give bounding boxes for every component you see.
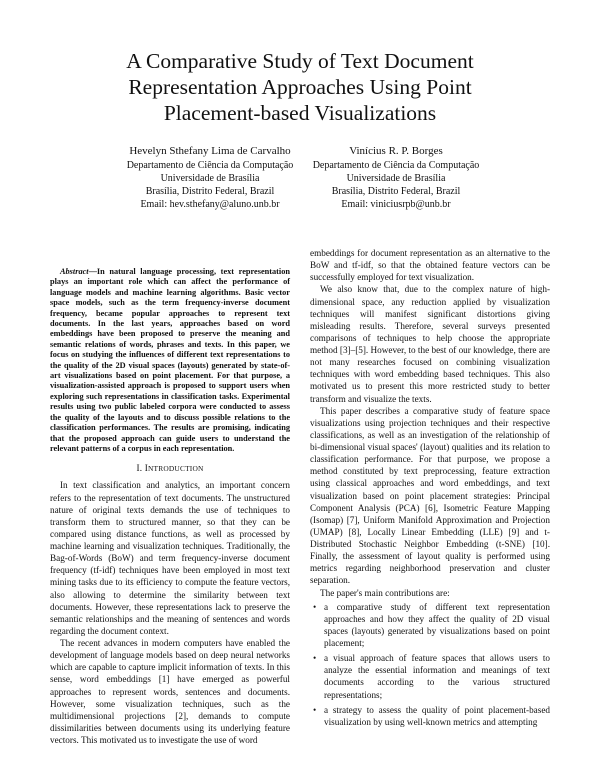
body-paragraph: The recent advances in modern computers have enabled the development of language models based on deep neural networks which are capable to capture implicit information of texts. In this sense, word embeddings [1] have emerged as powerful approaches to represent words, sentences and documents. However, some visualization techniques, such as the multidimensional projections [2], demands to compute dissimilarities between documents using its underlying feature vectors. This motivated us to investigate the use of word (50, 638, 290, 746)
section-title-rest: NTRODUCTION (147, 464, 204, 474)
author-location: Brasília, Distrito Federal, Brazil (331, 186, 461, 197)
title-line: A Comparative Study of Text Document (126, 49, 474, 73)
list-item: • a strategy to assess the quality of point placement-based visualization by using well-known metrics and attempting (324, 704, 550, 728)
list-item: • a visual approach of feature spaces that allows users to analyze the essential information and meanings of text documents according to the various structured representations; (324, 652, 550, 701)
abstract-text: —In natural language processing, text representation plays an important role which can affect the performance of language models and machine learning algorithms. Basic vector space models, such as the term frequency-inverse document frequency, became popular approaches to represent text documents. In the last years, approaches based on word embeddings have been proposed to preserve the meaning and semantic relations of words, phrases and texts. In this paper, we focus on studying the influences of different text representations to the quality of the 2D visual spaces (layouts) generated by state-of-art visualizations based on point placement. For that purpose, a visualization-assisted approach is proposed to support users when exploring such representations in classification tasks. Experimental results using two public labeled corpora were conducted to assess the quality of the layouts and to discuss possible relations to the classification performances. The results are promising, indicating that the proposed approach can guide users to understand the relevant patterns of a corpus in each representation. (50, 267, 290, 453)
author-block-2 (286, 144, 506, 211)
author-university: Universidade de Brasília (346, 173, 446, 184)
author-department: Departamento de Ciência da Computação (312, 160, 480, 171)
title-line: Representation Approaches Using Point (128, 75, 472, 99)
author-location: Brasília, Distrito Federal, Brazil (145, 186, 275, 197)
author-email: Email: hev.sthefany@aluno.unb.br (140, 199, 280, 210)
body-paragraph: embeddings for document representation as an alternative to the BoW and tf-idf, so that the obtained feature vectors can be successfully employed for text visualization. (310, 248, 550, 283)
author-department: Departamento de Ciência da Computação (126, 160, 294, 171)
author-name: Hevelyn Sthefany Lima de Carvalho (129, 145, 291, 157)
paper-title (60, 48, 540, 126)
section-number: I. (136, 463, 143, 474)
body-paragraph: In text classification and analytics, an important concern refers to the representation of text documents. The unstructured nature of original texts demands the use of techniques to transform them to structured manner, so that they can be compared using distance functions, as well as processed by machine learning and visualization techniques. Traditionally, the Bag-of-Words (BoW) and term frequency-inverse document frequency (tf-idf) techniques have been employed in most text mining tasks due to its efficiency to compute the feature vectors, also allowing to determine the similarity between text documents. However, these representations lack to preserve the semantic relationships and the meaning of sentences and words regarding the document context. (50, 480, 290, 636)
body-paragraph: We also know that, due to the complex nature of high-dimensional space, any reduction applied by visualization techniques will manifest significant distortions giving misleading results. Therefore, several surveys presented comparisons of techniques to help choose the appropriate method [3]–[5]. However, to the best of our knowledge, there are not many researches focused on combining visualization techniques with word embedding based techniques. This also motivated us to present this more restricted study to better transform and visualize the texts. (310, 284, 550, 404)
contributions-list (310, 601, 550, 728)
abstract (50, 267, 290, 454)
author-university: Universidade de Brasília (160, 173, 260, 184)
title-line: Placement-based Visualizations (163, 101, 437, 125)
author-email: Email: viniciusrpb@unb.br (341, 199, 451, 210)
list-item: • a comparative study of different text representation approaches and how they affect the quality of 2D visual spaces (layouts) generated by visualizations based on point placement; (324, 601, 550, 650)
body-paragraph: The paper's main contributions are: (320, 587, 450, 598)
abstract-lead: Abstract (60, 267, 89, 276)
body-paragraph: This paper describes a comparative study of feature space visualizations using projection techniques and their respective classifications, as well as an investigation of the relationship of bi-dimensional visual spaces' (layout) qualities and its relation to classification performance. For that purpose, we propose a method constituted by text preprocessing, feature extraction using classical approaches and word embeddings, and text visualization based on point placement strategies: Principal Component Analysis (PCA) [6], Isometric Feature Mapping (Isomap) [7], Uniform Manifold Approximation and Projection (UMAP) [8], Locally Linear Embedding (LLE) [9] and t-Distributed Stochastic Neighbor Embedding (t-SNE) [10]. Finally, the assessment of layout quality is performed using metrics regarding neighborhood preservation and cluster separation. (310, 405, 550, 586)
author-name: Vinícius R. P. Borges (349, 145, 443, 157)
right-column (310, 247, 550, 731)
left-column (50, 267, 290, 746)
section-first-letter: I (144, 463, 148, 474)
section-heading-introduction (50, 462, 290, 475)
